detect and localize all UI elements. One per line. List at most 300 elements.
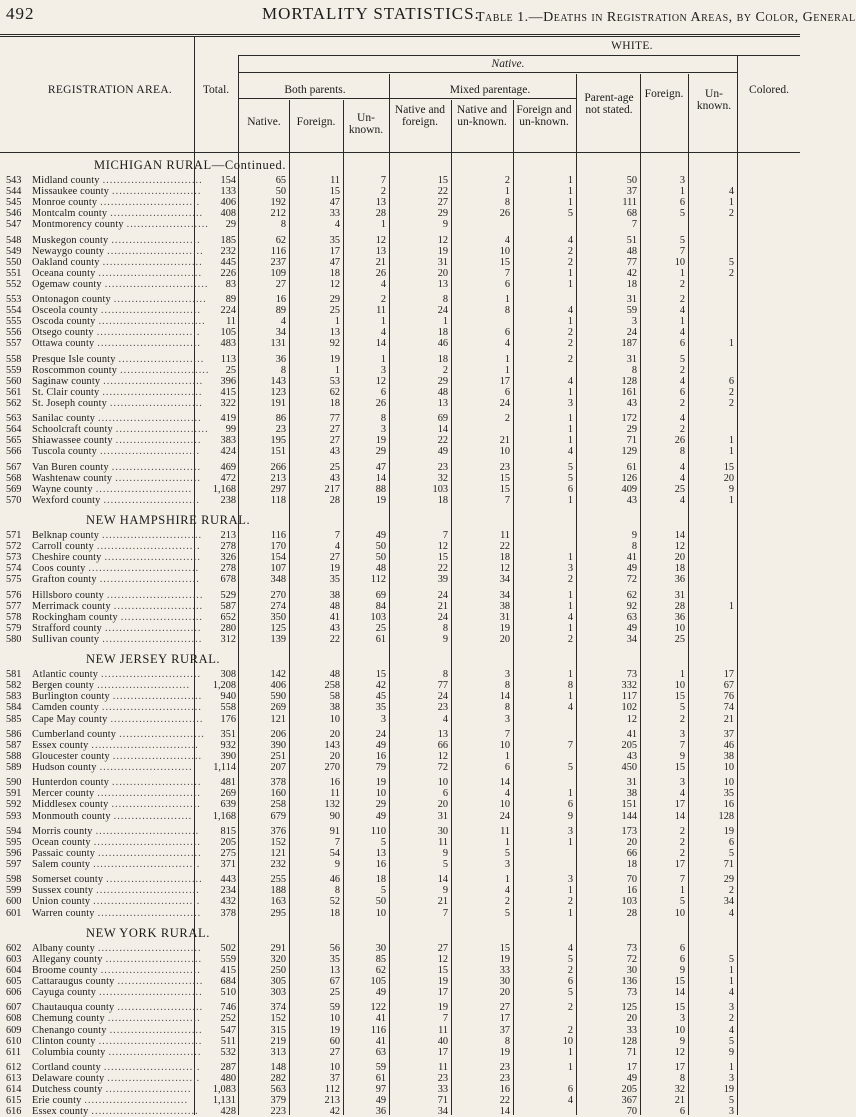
area-name: Wexford county bbox=[32, 494, 101, 506]
dot-leader: ............................. bbox=[98, 847, 202, 859]
cell-value: 532 bbox=[220, 1046, 236, 1058]
cell-value: 123 bbox=[270, 386, 286, 398]
cell-value: 5 bbox=[728, 953, 734, 965]
cell-value: 1 bbox=[679, 267, 685, 279]
cell-value: 374 bbox=[270, 1002, 286, 1014]
cell-value: 33 bbox=[329, 208, 340, 220]
cell-value: 129 bbox=[621, 446, 637, 458]
cell-value: 1 bbox=[567, 836, 573, 848]
dot-leader: .......................... bbox=[99, 762, 193, 773]
cell-value: 255 bbox=[270, 874, 286, 886]
cell-value: 9 bbox=[679, 964, 685, 976]
cell-value: 10 bbox=[499, 245, 510, 257]
table-row bbox=[0, 219, 800, 230]
area-name: Delaware county bbox=[32, 1073, 105, 1084]
cell-value: 105 bbox=[220, 327, 236, 339]
table-row bbox=[0, 563, 800, 574]
cell-value: 122 bbox=[370, 1002, 386, 1014]
cell-value: 48 bbox=[329, 669, 340, 681]
area-name: Monroe county bbox=[32, 197, 98, 209]
dot-leader: ......................... bbox=[112, 750, 203, 762]
dot-leader: ........................... bbox=[104, 622, 202, 634]
cell-value: 1 bbox=[504, 353, 510, 365]
cell-value: 136 bbox=[621, 976, 637, 987]
dot-leader: .......................... bbox=[97, 680, 191, 692]
cell-value: 223 bbox=[270, 1106, 286, 1117]
cell-value: 43 bbox=[626, 397, 637, 409]
row-number: 604 bbox=[6, 964, 22, 976]
both-foreign-heading: Foreign. bbox=[296, 116, 336, 128]
dot-leader: ......................... bbox=[120, 364, 210, 376]
foreign-unknown-heading: Foreign and un-known. bbox=[516, 104, 572, 128]
cell-value: 18 bbox=[437, 494, 448, 506]
cell-value: 105 bbox=[370, 976, 386, 987]
table-row bbox=[0, 788, 800, 799]
cell-value: 1 bbox=[504, 186, 510, 198]
both-native-heading: Native. bbox=[247, 116, 281, 128]
cell-value: 77 bbox=[437, 680, 448, 692]
cell-value: 30 bbox=[499, 976, 510, 987]
table-row bbox=[0, 435, 800, 446]
dot-leader: .......................... bbox=[115, 424, 209, 436]
dot-leader: ............................ bbox=[102, 175, 203, 186]
cell-value: 678 bbox=[220, 574, 236, 586]
cell-value: 21 bbox=[723, 713, 734, 725]
cell-value: 2 bbox=[679, 836, 685, 848]
cell-value: 5 bbox=[679, 353, 685, 365]
cell-value: 4 bbox=[334, 219, 340, 231]
cell-value: 3 bbox=[728, 1073, 734, 1084]
cell-value: 12 bbox=[626, 713, 637, 725]
cell-value: 6 bbox=[380, 386, 386, 398]
table-row bbox=[0, 1036, 800, 1047]
cell-value: 41 bbox=[626, 728, 637, 740]
cell-value: 205 bbox=[220, 836, 236, 848]
area-name: Salem county bbox=[32, 859, 91, 870]
cell-value: 23 bbox=[437, 1073, 448, 1084]
cell-value: 133 bbox=[220, 186, 236, 198]
cell-value: 43 bbox=[329, 446, 340, 458]
cell-value: 62 bbox=[626, 589, 637, 601]
cell-value: 4 bbox=[679, 494, 685, 506]
area-name: Newaygo county bbox=[32, 245, 105, 257]
cell-value: 109 bbox=[270, 267, 286, 279]
cell-value: 14 bbox=[499, 777, 510, 789]
cell-value: 5 bbox=[442, 859, 448, 870]
cell-value: 6 bbox=[567, 799, 573, 811]
cell-value: 19 bbox=[723, 1084, 734, 1096]
cell-value: 11 bbox=[500, 530, 510, 542]
cell-value: 1 bbox=[334, 316, 340, 328]
cell-value: 54 bbox=[329, 847, 340, 859]
cell-value: 652 bbox=[220, 611, 236, 623]
cell-value: 2 bbox=[504, 896, 510, 908]
cell-value: 14 bbox=[437, 874, 448, 886]
cell-value: 4 bbox=[567, 942, 573, 954]
cell-value: 6 bbox=[679, 942, 685, 954]
cell-value: 2 bbox=[679, 364, 685, 376]
row-number: 565 bbox=[6, 435, 22, 447]
cell-value: 19 bbox=[723, 825, 734, 837]
cell-value: 308 bbox=[220, 669, 236, 681]
cell-value: 1 bbox=[567, 622, 573, 634]
dot-leader: .......................... bbox=[110, 713, 204, 725]
cell-value: 148 bbox=[270, 1061, 286, 1073]
area-name: Clinton county bbox=[32, 1035, 96, 1047]
cell-value: 1 bbox=[567, 1061, 573, 1073]
cell-value: 43 bbox=[329, 472, 340, 484]
cell-value: 469 bbox=[220, 461, 236, 473]
cell-value: 29 bbox=[375, 446, 386, 458]
dot-leader: .............................. bbox=[93, 836, 201, 848]
cell-value: 26 bbox=[375, 397, 386, 409]
cell-value: 219 bbox=[270, 1035, 286, 1047]
cell-value: 258 bbox=[324, 680, 340, 692]
cell-value: 1 bbox=[567, 386, 573, 398]
cell-value: 4 bbox=[679, 472, 685, 484]
cell-value: 49 bbox=[375, 810, 386, 822]
cell-value: 3 bbox=[380, 713, 386, 725]
cell-value: 274 bbox=[270, 600, 286, 612]
table-row bbox=[0, 365, 800, 376]
cell-value: 37 bbox=[626, 186, 637, 198]
cell-value: 5 bbox=[504, 847, 510, 859]
cell-value: 10 bbox=[674, 907, 685, 919]
row-number: 614 bbox=[6, 1084, 22, 1096]
cell-value: 77 bbox=[329, 413, 340, 425]
cell-value: 2 bbox=[380, 294, 386, 306]
cell-value: 2 bbox=[728, 267, 734, 279]
cell-value: 21 bbox=[437, 896, 448, 908]
cell-value: 280 bbox=[220, 622, 236, 634]
cell-value: 7 bbox=[334, 530, 340, 542]
cell-value: 19 bbox=[499, 1046, 510, 1058]
cell-value: 77 bbox=[626, 256, 637, 268]
cell-value: 7 bbox=[442, 907, 448, 919]
area-name: Columbia county bbox=[32, 1046, 106, 1058]
cell-value: 4 bbox=[567, 305, 573, 317]
cell-value: 1 bbox=[679, 885, 685, 897]
cell-value: 188 bbox=[270, 885, 286, 897]
dot-leader: ............................. bbox=[96, 327, 201, 339]
dot-leader: ........................... bbox=[104, 552, 201, 564]
cell-value: 43 bbox=[626, 750, 637, 762]
cell-value: 27 bbox=[275, 278, 286, 290]
table-row bbox=[0, 235, 800, 246]
cell-value: 132 bbox=[324, 799, 340, 811]
cell-value: 35 bbox=[329, 574, 340, 586]
cell-value: 4 bbox=[728, 987, 734, 999]
cell-value: 445 bbox=[220, 256, 236, 268]
cell-value: 15 bbox=[723, 461, 734, 473]
row-number: 593 bbox=[6, 810, 22, 822]
area-name: Oceana county bbox=[32, 267, 96, 279]
row-number: 603 bbox=[6, 953, 22, 965]
cell-value: 8 bbox=[679, 1073, 685, 1084]
cell-value: 8 bbox=[504, 680, 510, 692]
cell-value: 6 bbox=[679, 197, 685, 209]
area-name: Chemung county bbox=[32, 1013, 105, 1025]
table-row bbox=[0, 908, 800, 919]
cell-value: 16 bbox=[375, 750, 386, 762]
cell-value: 1 bbox=[334, 364, 340, 376]
area-name: Bergen county bbox=[32, 680, 95, 692]
cell-value: 4 bbox=[504, 788, 510, 800]
row-number: 547 bbox=[6, 219, 22, 231]
area-name: Carroll county bbox=[32, 541, 94, 553]
cell-value: 18 bbox=[499, 552, 510, 564]
cell-value: 6 bbox=[567, 976, 573, 987]
dot-leader: ......................... bbox=[111, 461, 202, 473]
cell-value: 19 bbox=[375, 494, 386, 506]
cell-value: 3 bbox=[567, 397, 573, 409]
cell-value: 34 bbox=[437, 1106, 448, 1117]
dot-leader: ......................... bbox=[112, 777, 202, 789]
cell-value: 3 bbox=[567, 563, 573, 575]
cell-value: 1,208 bbox=[212, 680, 236, 692]
table-row bbox=[0, 387, 800, 398]
running-title: MORTALITY STATISTICS. bbox=[262, 4, 480, 23]
area-name: Somerset county bbox=[32, 874, 104, 886]
cell-value: 23 bbox=[437, 702, 448, 714]
cell-value: 20 bbox=[499, 633, 510, 645]
cell-value: 161 bbox=[621, 386, 637, 398]
cell-value: 128 bbox=[621, 1035, 637, 1047]
cell-value: 69 bbox=[437, 413, 448, 425]
cell-value: 320 bbox=[270, 953, 286, 965]
cell-value: 1 bbox=[728, 197, 734, 209]
section-title: NEW HAMPSHIRE RURAL. bbox=[86, 513, 251, 528]
table-row bbox=[0, 811, 800, 822]
table-row bbox=[0, 541, 800, 552]
area-name: Middlesex county bbox=[32, 799, 109, 811]
cell-value: 378 bbox=[270, 777, 286, 789]
cell-value: 639 bbox=[220, 799, 236, 811]
cell-value: 49 bbox=[626, 563, 637, 575]
cell-value: 450 bbox=[621, 762, 637, 773]
cell-value: 31 bbox=[626, 353, 637, 365]
table-row bbox=[0, 702, 800, 713]
cell-value: 1 bbox=[380, 219, 386, 231]
cell-value: 12 bbox=[437, 750, 448, 762]
cell-value: 4 bbox=[280, 316, 286, 328]
row-number: 555 bbox=[6, 316, 22, 328]
cell-value: 191 bbox=[270, 397, 286, 409]
cell-value: 33 bbox=[499, 964, 510, 976]
cell-value: 7 bbox=[679, 245, 685, 257]
table-row bbox=[0, 354, 800, 365]
cell-value: 15 bbox=[499, 942, 510, 954]
area-name: Ocean county bbox=[32, 836, 91, 848]
cell-value: 252 bbox=[220, 1013, 236, 1025]
area-name: Burlington county bbox=[32, 691, 110, 703]
row-number: 552 bbox=[6, 278, 22, 290]
table-row bbox=[0, 279, 800, 290]
table-row bbox=[0, 1106, 800, 1117]
cell-value: 128 bbox=[621, 375, 637, 387]
row-number: 566 bbox=[6, 446, 22, 458]
cell-value: 35 bbox=[723, 788, 734, 800]
cell-value: 2 bbox=[567, 353, 573, 365]
dot-leader: ............................ bbox=[101, 702, 202, 714]
cell-value: 6 bbox=[679, 338, 685, 350]
cell-value: 11 bbox=[500, 825, 510, 837]
dot-leader: .............................. bbox=[93, 859, 201, 870]
cell-value: 24 bbox=[375, 728, 386, 740]
cell-value: 15 bbox=[674, 762, 685, 773]
table-row bbox=[0, 1073, 800, 1084]
row-number: 582 bbox=[6, 680, 22, 692]
cell-value: 25 bbox=[674, 483, 685, 495]
cell-value: 143 bbox=[270, 375, 286, 387]
cell-value: 313 bbox=[270, 1046, 286, 1058]
dot-leader: .............................. bbox=[93, 896, 201, 908]
cell-value: 563 bbox=[270, 1084, 286, 1096]
dot-leader: ........................ bbox=[118, 353, 205, 365]
cell-value: 6 bbox=[442, 788, 448, 800]
cell-value: 29 bbox=[329, 294, 340, 306]
cell-value: 2 bbox=[567, 574, 573, 586]
section-title: NEW JERSEY RURAL. bbox=[86, 652, 221, 667]
cell-value: 315 bbox=[270, 1024, 286, 1036]
cell-value: 49 bbox=[375, 1095, 386, 1107]
cell-value: 62 bbox=[329, 386, 340, 398]
cell-value: 5 bbox=[380, 885, 386, 897]
cell-value: 46 bbox=[437, 338, 448, 350]
dot-leader: ............................. bbox=[95, 825, 200, 837]
cell-value: 16 bbox=[626, 885, 637, 897]
cell-value: 27 bbox=[437, 197, 448, 209]
cell-value: 3 bbox=[679, 728, 685, 740]
cell-value: 4 bbox=[728, 1024, 734, 1036]
cell-value: 16 bbox=[723, 799, 734, 811]
table-row bbox=[0, 987, 800, 998]
row-number: 568 bbox=[6, 472, 22, 484]
dot-leader: ........................... bbox=[106, 874, 203, 886]
cell-value: 940 bbox=[220, 691, 236, 703]
area-name: Broome county bbox=[32, 964, 98, 976]
area-name: Union county bbox=[32, 896, 91, 908]
dot-leader: ............................ bbox=[100, 964, 201, 976]
cell-value: 213 bbox=[220, 530, 236, 542]
cell-value: 10 bbox=[674, 1024, 685, 1036]
cell-value: 16 bbox=[375, 859, 386, 870]
row-number: 588 bbox=[6, 750, 22, 762]
cell-value: 18 bbox=[626, 278, 637, 290]
area-name: Erie county bbox=[32, 1095, 82, 1107]
cell-value: 16 bbox=[329, 777, 340, 789]
cell-value: 68 bbox=[626, 208, 637, 220]
area-name: Sanilac county bbox=[32, 413, 96, 425]
cell-value: 28 bbox=[329, 494, 340, 506]
table-row bbox=[0, 680, 800, 691]
cell-value: 11 bbox=[226, 316, 236, 328]
cell-value: 121 bbox=[270, 847, 286, 859]
cell-value: 10 bbox=[329, 1013, 340, 1025]
cell-value: 23 bbox=[499, 461, 510, 473]
cell-value: 3 bbox=[728, 1002, 734, 1014]
cell-value: 14 bbox=[674, 987, 685, 999]
cell-value: 4 bbox=[679, 788, 685, 800]
cell-value: 15 bbox=[437, 964, 448, 976]
cell-value: 43 bbox=[626, 494, 637, 506]
dot-leader: ............................. bbox=[97, 942, 202, 954]
cell-value: 25 bbox=[329, 461, 340, 473]
cell-value: 2 bbox=[679, 825, 685, 837]
cell-value: 1 bbox=[380, 353, 386, 365]
cell-value: 142 bbox=[270, 669, 286, 681]
cell-value: 36 bbox=[275, 353, 286, 365]
cell-value: 85 bbox=[375, 953, 386, 965]
cell-value: 91 bbox=[329, 825, 340, 837]
area-name: Chenango county bbox=[32, 1024, 107, 1036]
table-row bbox=[0, 338, 800, 349]
cell-value: 86 bbox=[275, 413, 286, 425]
cell-value: 7 bbox=[567, 739, 573, 751]
cell-value: 22 bbox=[437, 435, 448, 447]
table-row bbox=[0, 623, 800, 634]
cell-value: 5 bbox=[679, 234, 685, 246]
cell-value: 26 bbox=[499, 208, 510, 220]
cell-value: 41 bbox=[375, 1013, 386, 1025]
row-number: 549 bbox=[6, 245, 22, 257]
cell-value: 16 bbox=[275, 294, 286, 306]
cell-value: 13 bbox=[329, 964, 340, 976]
cell-value: 27 bbox=[499, 1002, 510, 1014]
subgroup-rule bbox=[238, 98, 576, 99]
cell-value: 24 bbox=[437, 589, 448, 601]
row-number: 605 bbox=[6, 976, 22, 987]
dot-leader: ....................... bbox=[120, 611, 203, 623]
dot-leader: ............................ bbox=[101, 669, 202, 681]
cell-value: 28 bbox=[626, 907, 637, 919]
cell-value: 510 bbox=[220, 987, 236, 999]
dot-leader: ............................ bbox=[102, 633, 203, 645]
area-name: Albany county bbox=[32, 942, 95, 954]
cell-value: 29 bbox=[437, 375, 448, 387]
dot-leader: ......................... bbox=[111, 234, 201, 246]
row-number: 553 bbox=[6, 294, 22, 306]
cell-value: 22 bbox=[437, 186, 448, 198]
cell-value: 278 bbox=[220, 541, 236, 553]
cell-value: 17 bbox=[329, 245, 340, 257]
cell-value: 20 bbox=[329, 750, 340, 762]
row-number: 546 bbox=[6, 208, 22, 220]
cell-value: 432 bbox=[220, 896, 236, 908]
cell-value: 6 bbox=[567, 483, 573, 495]
cell-value: 3 bbox=[567, 874, 573, 886]
cell-value: 12 bbox=[674, 541, 685, 553]
table-row bbox=[0, 446, 800, 457]
cell-value: 4 bbox=[679, 375, 685, 387]
cell-value: 1 bbox=[567, 600, 573, 612]
area-name: Strafford county bbox=[32, 622, 102, 634]
table-row bbox=[0, 751, 800, 762]
cell-value: 679 bbox=[270, 810, 286, 822]
dot-leader: ............................ bbox=[102, 386, 203, 398]
cell-value: 547 bbox=[220, 1024, 236, 1036]
cell-value: 47 bbox=[329, 256, 340, 268]
row-number: 575 bbox=[6, 574, 22, 586]
row-number: 606 bbox=[6, 987, 22, 999]
cell-value: 39 bbox=[437, 574, 448, 586]
cell-value: 232 bbox=[220, 245, 236, 257]
cell-value: 415 bbox=[220, 964, 236, 976]
row-number: 559 bbox=[6, 364, 22, 376]
dot-leader: .......................... bbox=[109, 1024, 203, 1036]
cell-value: 11 bbox=[438, 1024, 448, 1036]
cell-value: 1 bbox=[728, 494, 734, 506]
